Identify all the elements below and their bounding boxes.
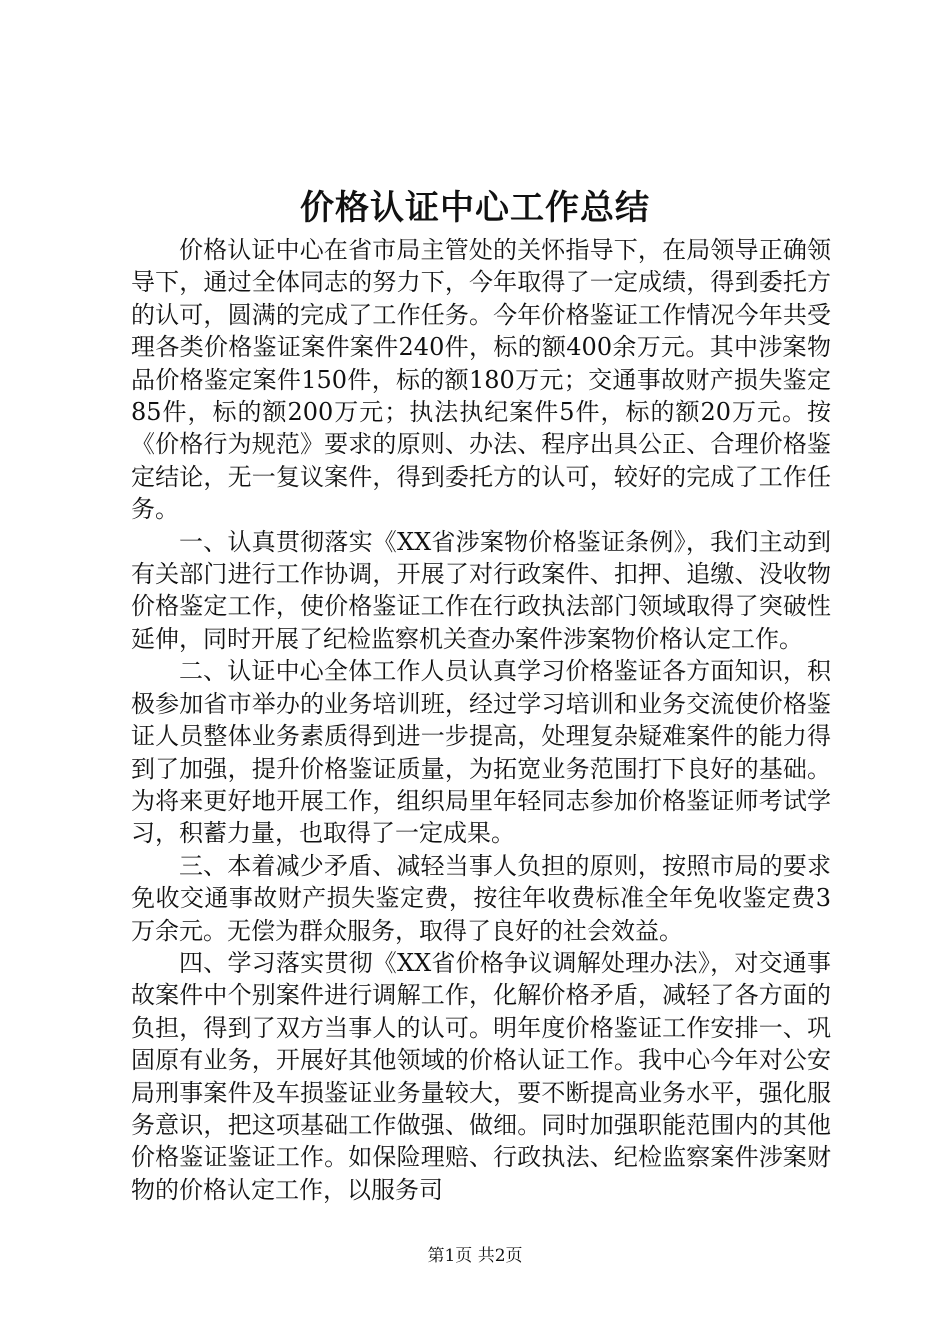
document-body xyxy=(131,234,831,1206)
paragraph-section-4: 四、学习落实贯彻《XX省价格争议调解处理办法》，对交通事故案件中个别案件进行调解工作，化解价格矛盾，减轻了各方面的负担，得到了双方当事人的认可。明年度价格鉴证工作安排一、巩固原有业务，开展好其他领域的价格认证工作。我中心今年对公安局刑事案件及车损鉴证业务量较大，要不断提高业务水平，强化服务意识，把这项基础工作做强、做细。同时加强职能范围内的其他价格鉴证鉴证工作。如保险理赔、行政执法、纪检监察案件涉案财物的价格认定工作，以服务司 xyxy=(131,948,831,1204)
paragraph-intro: 价格认证中心在省市局主管处的关怀指导下，在局领导正确领导下，通过全体同志的努力下，今年取得了一定成绩，得到委托方的认可，圆满的完成了工作任务。今年价格鉴证工作情况今年共受理各类价格鉴证案件案件240件，标的额400余万元。其中涉案物品价格鉴定案件150件，标的额180万元；交通事故财产损失鉴定85件，标的额200万元；执法执纪案件5件，标的额20万元。按《价格行为规范》要求的原则、办法、程序出具公正、合理价格鉴定结论，无一复议案件，得到委托方的认可，较好的完成了工作任务。 xyxy=(131,236,831,524)
page-number-footer: 第1页 共2页 xyxy=(427,1246,523,1266)
document-title: 价格认证中心工作总结 xyxy=(300,188,650,228)
paragraph-section-2: 二、认证中心全体工作人员认真学习价格鉴证各方面知识，积极参加省市举办的业务培训班，经过学习培训和业务交流使价格鉴证人员整体业务素质得到进一步提高，处理复杂疑难案件的能力得到了加强，提升价格鉴证质量，为拓宽业务范围打下良好的基础。为将来更好地开展工作，组织局里年轻同志参加价格鉴证师考试学习，积蓄力量，也取得了一定成果。 xyxy=(131,657,831,848)
paragraph-section-3: 三、本着减少矛盾、减轻当事人负担的原则，按照市局的要求免收交通事故财产损失鉴定费，按往年收费标准全年免收鉴定费3万余元。无偿为群众服务，取得了良好的社会效益。 xyxy=(131,851,831,945)
paragraph-section-1: 一、认真贯彻落实《XX省涉案物价格鉴证条例》，我们主动到有关部门进行工作协调，开展了对行政案件、扣押、追缴、没收物价格鉴定工作，使价格鉴证工作在行政执法部门领域取得了突破性延伸，同时开展了纪检监察机关查办案件涉案物价格认定工作。 xyxy=(131,527,831,653)
